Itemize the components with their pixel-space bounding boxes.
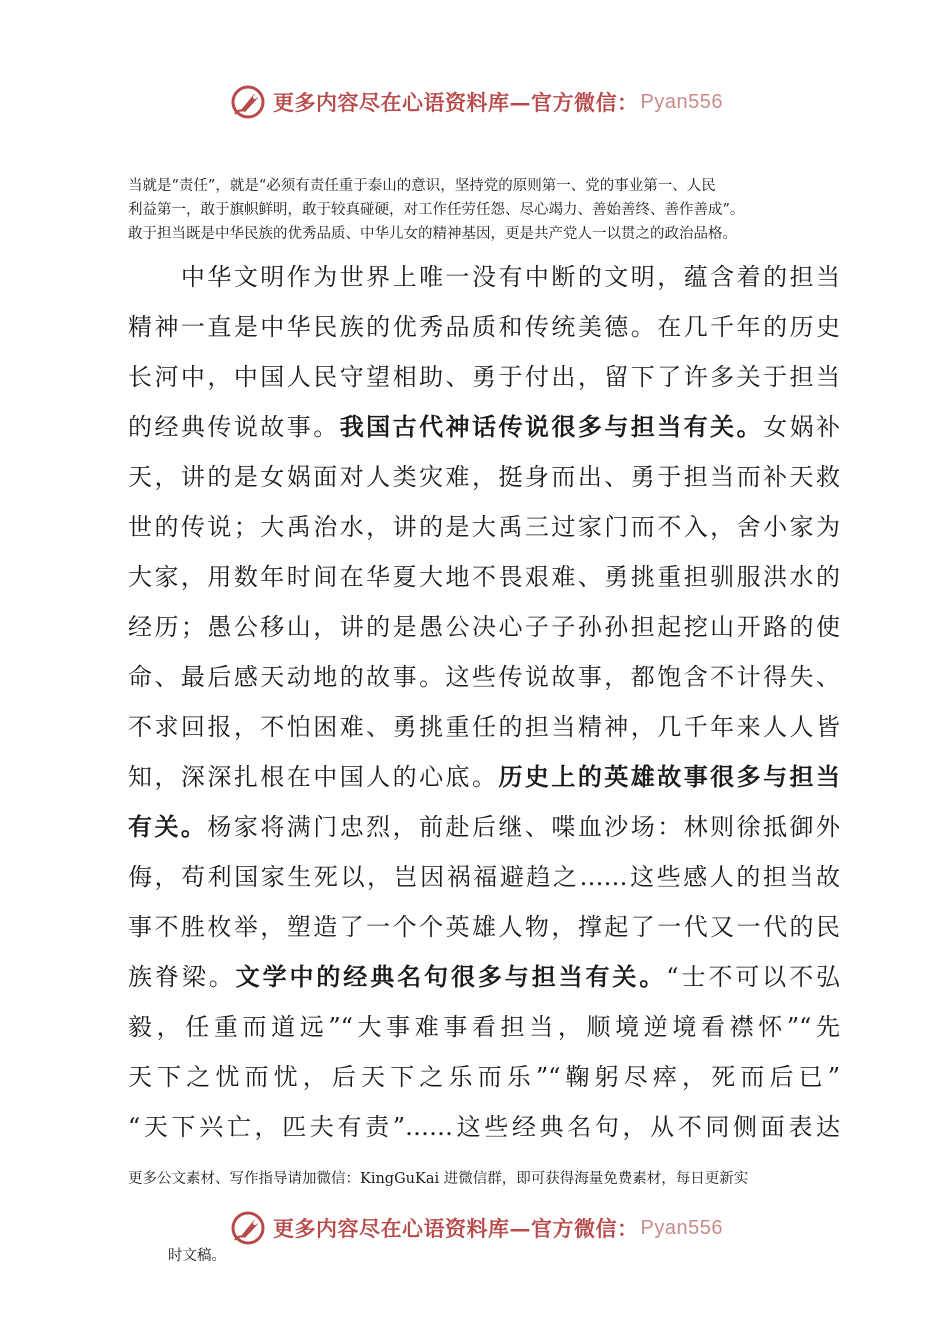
watermark-wechat-id: Pyan556	[640, 90, 723, 113]
body-line: 事不胜枚举，塑造了一个个英雄人物，撑起了一代又一代的民	[128, 913, 840, 941]
body-line: 大家，用数年时间在华夏大地不畏艰难、勇挑重担驯服洪水的	[128, 563, 840, 591]
intro-paragraph	[128, 174, 840, 246]
header-watermark	[0, 80, 950, 124]
body-line: 精神一直是中华民族的优秀品质和传统美德。在几千年的历史	[128, 313, 840, 341]
body-text: “士不可以不弘	[666, 963, 841, 991]
body-line: 天下之忧而忧，后天下之乐而乐”“鞠躬尽瘁，死而后已”	[128, 1063, 840, 1091]
body-line: “天下兴亡，匹夫有责”……这些经典名句，从不同侧面表达	[128, 1113, 840, 1141]
body-line: 命、最后感天动地的故事。这些传说故事，都饱含不计得失、	[128, 663, 840, 691]
body-text: 知，深深扎根在中国人的心底。	[128, 763, 499, 791]
body-line: 世的传说；大禹治水，讲的是大禹三过家门而不入，舍小家为	[128, 513, 840, 541]
body-line: 天，讲的是女娲面对人类灾难，挺身而出、勇于担当而补天救	[128, 463, 840, 491]
body-text: 女娲补	[763, 413, 841, 441]
body-line: 经历；愚公移山，讲的是愚公决心子子孙孙担起挖山开路的使	[128, 613, 840, 641]
body-bold-text: 我国古代神话传说很多与担当有关。	[339, 412, 764, 441]
watermark-text: 更多内容尽在心语资料库—官方微信：	[273, 90, 639, 115]
fountain-pen-seal-icon	[227, 1207, 269, 1249]
body-text: 杨家将满门忠烈，前赴后继、喋血沙场：林则徐抵御外	[207, 813, 841, 841]
body-line: 不求回报，不怕困难、勇挑重任的担当精神，几千年来人人皆	[128, 713, 840, 741]
body-text: 的经典传说故事。	[128, 413, 340, 441]
body-line	[128, 952, 840, 1002]
footer-note: 更多公文素材、写作指导请加微信：KingGuKai 进微信群，即可获得海量免费素材，每日更新实	[128, 1171, 749, 1187]
body-line: 中华文明作为世界上唯一没有中断的文明，蕴含着的担当	[128, 263, 840, 291]
body-line	[128, 402, 840, 452]
footer-note-continued: 时文稿。	[168, 1248, 226, 1264]
body-line	[128, 802, 840, 852]
watermark-wechat-id: Pyan556	[640, 1216, 723, 1239]
body-bold-text: 文学中的经典名句很多与担当有关。	[235, 962, 667, 991]
body-bold-text: 历史上的英雄故事很多与担当	[498, 762, 841, 791]
fountain-pen-seal-icon	[227, 81, 269, 123]
footer-watermark	[0, 1206, 950, 1250]
main-paragraph	[128, 252, 840, 1152]
body-bold-text: 有关。	[128, 812, 208, 841]
intro-line: 利益第一，敢于旗帜鲜明，敢于较真碰硬，对工作任劳任怨、尽心竭力、善始善终、善作善成”。	[128, 202, 745, 218]
body-line	[128, 752, 840, 802]
intro-line: 当就是“责任”，就是“必须有责任重于泰山的意识，坚持党的原则第一、党的事业第一、人民	[128, 178, 716, 194]
body-line: 侮，苟利国家生死以，岂因祸福避趋之……这些感人的担当故	[128, 863, 840, 891]
body-line: 毅，任重而道远”“大事难事看担当，顺境逆境看襟怀”“先	[128, 1013, 840, 1041]
watermark-text: 更多内容尽在心语资料库—官方微信：	[273, 1216, 639, 1241]
intro-line: 敢于担当既是中华民族的优秀品质、中华儿女的精神基因，更是共产党人一以贯之的政治品格。	[128, 226, 737, 242]
body-text: 族脊梁。	[128, 963, 236, 991]
body-line: 长河中，中国人民守望相助、勇于付出，留下了许多关于担当	[128, 363, 840, 391]
